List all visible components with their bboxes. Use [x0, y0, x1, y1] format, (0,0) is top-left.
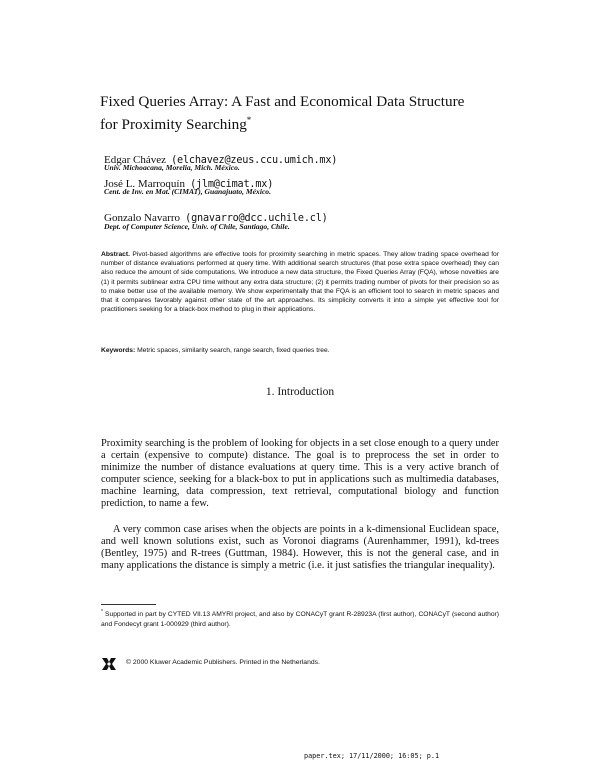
author-name: Gonzalo Navarro: [104, 212, 181, 224]
title-footnote-mark: *: [246, 115, 252, 125]
author-email: (elchavez@zeus.ccu.umich.mx): [171, 155, 338, 166]
author-affiliation: Cent. de Inv. en Mat. (CIMAT), Guanajuato, México.: [104, 187, 272, 196]
footnote-mark: *: [101, 609, 103, 615]
author-email: (gnavarro@dcc.uchile.cl): [185, 213, 328, 224]
publisher-line: [101, 656, 499, 672]
keywords-text: Metric spaces, similarity search, range search, fixed queries tree.: [137, 347, 330, 354]
author-affiliation: Dept. of Computer Science, Univ. of Chile, Santiago, Chile.: [104, 222, 290, 231]
title-line-2: [100, 111, 500, 134]
footnote-text: Supported in part by CYTED VII.13 AMYRI project, and also by CONACyT grant R-28923A (first author), CONACyT (second author) and Fondecyt grant 1-000929 (third author).: [101, 611, 499, 628]
abstract-text: Pivot-based algorithms are effective tools for proximity searching in metric spaces. They allow trading space overhead for number of distance evaluations performed at query time. With additional search structures (that pose extra space overhead) they can also reduce the amount of side computations. We introduce a new data structure, the Fixed Queries Array (FQA), whose novelties are (1) it permits sublinear extra CPU time without any extra data structure; (2) it permits trading number of pivots for their precision so as to make better use of the available memory. We show experimentally that the FQA is an efficient tool to search in metric spaces and that it compares favorably against other state of the art approaches. Its simplicity converts it into a simple yet effective tool for practitioners seeking for a black-box method to plug in their applications.: [101, 251, 499, 314]
keywords: [101, 347, 499, 354]
intro-paragraph-2: A very common case arises when the objects are points in a k-dimensional Euclidean space, and well known solutions exist, such as Voronoi diagrams (Aurenhammer, 1991), kd-trees (Bentley, 1975) and R-trees (Guttman, 1984). However, this is not the general case, and in many applications the distance is simply a metric (i.e. it just satisfies the triangular inequality).: [101, 524, 499, 572]
author-affiliation: Univ. Michoacana, Morelia, Mich. México.: [104, 163, 240, 172]
title-line-2-text: for Proximity Searching: [100, 116, 247, 134]
publisher-logo-icon: [101, 656, 117, 672]
footnote-rule: [101, 604, 156, 605]
abstract: [101, 250, 499, 314]
paper-title: [100, 92, 500, 134]
author-name: José L. Marroquín: [104, 178, 185, 190]
footnote: [101, 608, 499, 629]
publisher-text: © 2000 Kluwer Academic Publishers. Printed in the Netherlands.: [126, 659, 320, 666]
author-name: Edgar Chávez: [104, 154, 166, 166]
keywords-label: Keywords:: [101, 347, 136, 354]
section-heading: 1. Introduction: [265, 386, 335, 398]
title-line-1: Fixed Queries Array: A Fast and Economical Data Structure: [100, 93, 465, 110]
intro-paragraph-1: Proximity searching is the problem of looking for objects in a set close enough to a query under a certain (expensive to compute) distance. The goal is to preprocess the set in order to minimize the number of distance evaluations at query time. This is a very active branch of computer science, seeking for a black-box to put in applications such as multimedia databases, machine learning, data compression, text retrieval, computational biology and function prediction, to name a few.: [101, 438, 499, 510]
abstract-label: Abstract.: [101, 251, 130, 258]
author-email: (jlm@cimat.mx): [190, 179, 274, 190]
running-footer: paper.tex; 17/11/2000; 16:05; p.1: [304, 752, 440, 760]
